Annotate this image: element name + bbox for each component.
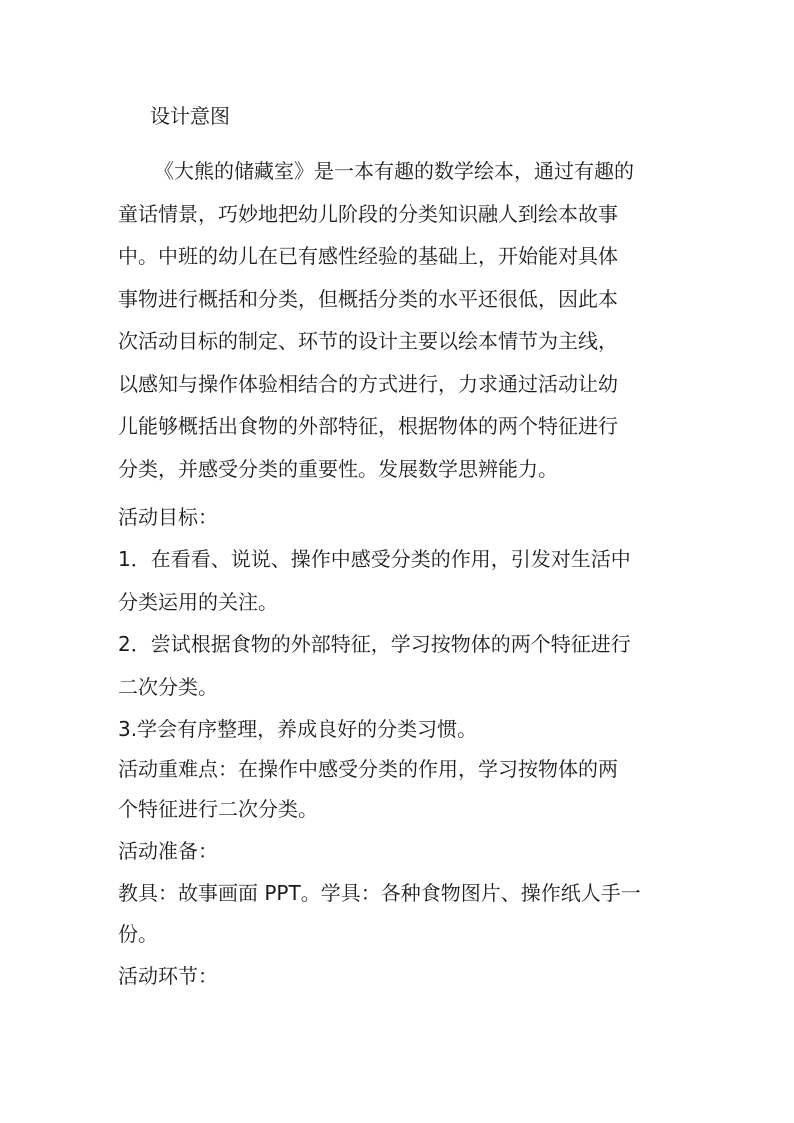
prep-line-2: 份。	[118, 922, 158, 946]
section-heading-design-intent: 设计意图	[150, 104, 230, 128]
intro-line-5: 次活动目标的制定、环节的设计主要以绘本情节为主线，	[118, 329, 618, 353]
intro-line-7: 儿能够概括出食物的外部特征，根据物体的两个特征进行	[118, 414, 618, 438]
keypoints-line-2: 个特征进行二次分类。	[118, 797, 318, 821]
prep-title: 活动准备：	[118, 839, 218, 863]
keypoints-line-1: 活动重难点：在操作中感受分类的作用，学习按物体的两	[118, 757, 618, 781]
goals-title: 活动目标：	[118, 505, 218, 529]
intro-line-8: 分类，并感受分类的重要性。发展数学思辨能力。	[118, 457, 558, 481]
intro-line-3: 中。中班的幼儿在已有感性经验的基础上，开始能对具体	[118, 244, 618, 268]
intro-line-2: 童话情景，巧妙地把幼儿阶段的分类知识融人到绘本故事	[118, 202, 618, 226]
goal-line-2: 分类运用的关注。	[118, 590, 278, 614]
intro-line-6: 以感知与操作体验相结合的方式进行，力求通过活动让幼	[118, 372, 618, 396]
steps-title: 活动环节：	[118, 964, 218, 988]
intro-line-4: 事物进行概括和分类，但概括分类的水平还很低，因此本	[118, 287, 618, 311]
goal-line-1: 1．在看看、说说、操作中感受分类的作用，引发对生活中	[118, 547, 631, 571]
goal-line-4: 二次分类。	[118, 675, 218, 699]
goal-line-3: 2．尝试根据食物的外部特征，学习按物体的两个特征进行	[118, 632, 631, 656]
goal-line-5: 3.学会有序整理，养成良好的分类习惯。	[118, 717, 478, 741]
intro-line-1: 《大熊的储藏室》是一本有趣的数学绘本，通过有趣的	[154, 159, 634, 183]
prep-line-1: 教具：故事画面 PPT。学具：各种食物图片、操作纸人手一	[118, 881, 641, 905]
